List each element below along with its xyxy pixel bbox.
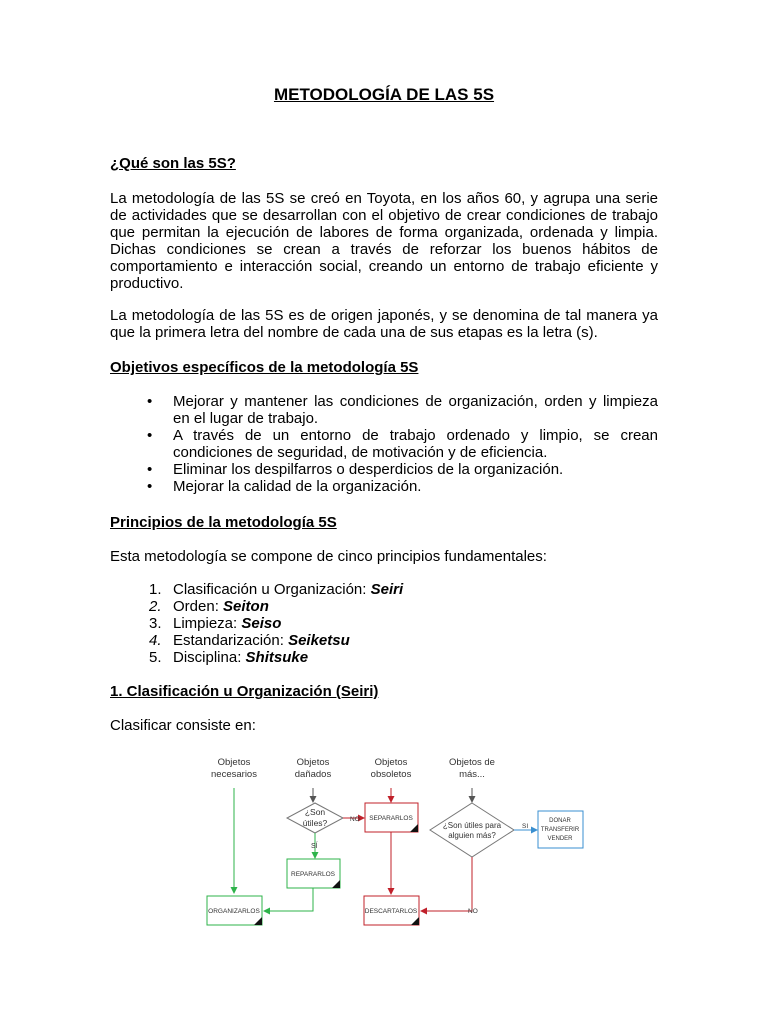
clasificar-intro: Clasificar consiste en: <box>110 717 256 734</box>
label-col3-line1: Objetos <box>374 757 408 768</box>
arrow-no-descartar <box>421 857 472 911</box>
decision-diamond-alguien <box>430 803 514 857</box>
heading-clasificacion: 1. Clasificación u Organización (Seiri) <box>110 683 379 700</box>
bullet-icon: • <box>147 478 153 495</box>
label-reparar: REPARARLOS <box>291 871 335 878</box>
paragraph-line: comportamiento e interacción social, creando un entorno de trabajo eficiente y <box>110 258 658 275</box>
label-col1-line1: Objetos <box>217 757 251 768</box>
diamond2-line1: ¿Son útiles para <box>442 821 502 830</box>
paragraph-line: La metodología de las 5S es de origen japonés, y se denomina de tal manera ya <box>110 307 658 324</box>
list-item: 4. Estandarización: Seiketsu <box>149 632 350 649</box>
label-no: NO <box>350 816 360 823</box>
paragraph-line: productivo. <box>110 275 184 292</box>
heading-objetivos: Objetivos específicos de la metodología 5S <box>110 359 419 376</box>
list-item: • Mejorar y mantener las condiciones de organización, orden y limpieza en el lugar de trabajo. <box>147 393 658 427</box>
label-descartar: DESCARTARLOS <box>364 908 418 915</box>
label-col3-line2: obsoletos <box>370 769 412 780</box>
label-si2: SI <box>522 823 529 830</box>
label-donar-2: TRANSFERIR <box>540 827 580 833</box>
label-donar-3: VENDER <box>547 836 573 842</box>
principles-intro: Esta metodología se compone de cinco principios fundamentales: <box>110 548 547 565</box>
label-donar-1: DONAR <box>549 818 571 824</box>
paragraph-line: Dichas condiciones se crean a través de reforzar los buenos hábitos de <box>110 241 658 258</box>
label-col4-line1: Objetos de <box>449 757 495 768</box>
paragraph-line: que la primera letra del nombre de cada una de sus etapas es la letra (s). <box>110 324 598 341</box>
label-col4-line2: más... <box>459 769 485 780</box>
list-item: 5. Disciplina: Shitsuke <box>149 649 309 666</box>
paragraph-line: de actividades que se desarrollan con el objetivo de crear condiciones de trabajo <box>110 207 658 224</box>
list-item: • Eliminar los despilfarros o desperdicios de la organización. <box>147 461 564 478</box>
arrow-reparar-organizar <box>264 888 313 911</box>
list-item: 1. Clasificación u Organización: Seiri <box>149 581 404 598</box>
label-col1-line2: necesarios <box>211 769 257 780</box>
list-item: • A través de un entorno de trabajo ordenado y limpio, se crean condiciones de seguridad, de motivación y de eficiencia. <box>147 427 658 461</box>
heading-principios: Principios de la metodología 5S <box>110 514 337 531</box>
bullet-icon: • <box>147 393 153 410</box>
label-si: SÍ <box>311 843 318 850</box>
label-col2-line2: dañados <box>294 769 332 780</box>
heading-que-son: ¿Qué son las 5S? <box>110 155 236 172</box>
bullet-icon: • <box>147 427 153 444</box>
label-col2-line1: Objetos <box>296 757 330 768</box>
bullet-icon: • <box>147 461 153 478</box>
list-item: 2. Orden: Seiton <box>149 598 269 615</box>
document-title: METODOLOGÍA DE LAS 5S <box>273 85 495 104</box>
paragraph-line: que permitan la ejecución de labores de forma organizada, ordenada y limpia. <box>110 224 658 241</box>
diamond1-line1: ¿Son <box>304 807 326 817</box>
list-item: • Mejorar la calidad de la organización. <box>147 478 422 495</box>
label-organizar: ORGANIZARLOS <box>208 908 260 915</box>
diamond2-line2: alguien más? <box>448 831 496 840</box>
label-separar: SEPARARLOS <box>369 815 413 822</box>
list-item: 3. Limpieza: Seiso <box>149 615 282 632</box>
diamond1-line2: útiles? <box>302 818 328 828</box>
label-no2: NO <box>468 908 478 915</box>
paragraph-line: La metodología de las 5S se creó en Toyota, en los años 60, y agrupa una serie <box>110 190 658 207</box>
